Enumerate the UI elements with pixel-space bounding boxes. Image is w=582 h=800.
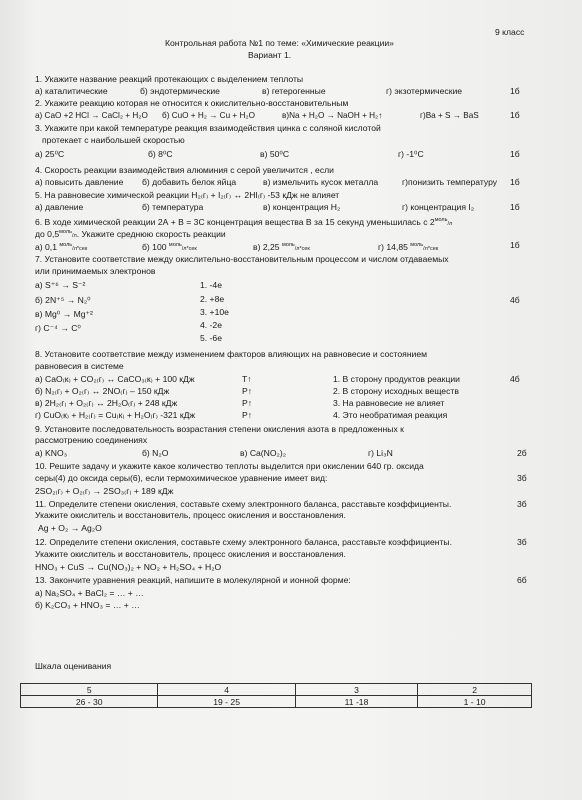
q2-option-a: а) CaO +2 HCl → CaCl₂ + H₂O (35, 111, 148, 120)
grade-cell: 4 (158, 684, 295, 696)
q7-right-2: 2. +8е (200, 294, 225, 304)
question-11-cont: Укажите окислитель и восстановитель, процесс окисления и восстановления. (35, 510, 346, 520)
question-8: 8. Установите соответствие между изменением факторов влияющих на равновесие и состоянием (35, 349, 428, 359)
q3-option-d: г) -1⁰C (398, 149, 424, 159)
q8-right-2: 2. В сторону исходных веществ (333, 386, 459, 396)
q8-right-4: 4. Это необратимая реакция (333, 410, 448, 420)
question-1: 1. Укажите название реакций протекающих с выделением теплоты (35, 74, 304, 84)
q7-points: 4б (510, 295, 520, 305)
q1-points: 1б (510, 86, 520, 96)
q1-option-a: а) каталитические (35, 86, 108, 96)
table-row (21, 696, 532, 708)
q7-left-b: б) 2N⁺⁵ → N₂⁰ (35, 295, 91, 305)
question-7: 7. Установите соответствие между окислительно-восстановительным процессом и числом отдаваемых (35, 254, 449, 264)
q5-option-b: б) температура (142, 202, 204, 212)
q8-factor-a: T↑ (242, 374, 252, 384)
q7-right-1: 1. -4е (200, 280, 222, 290)
q12-points: 3б (517, 537, 527, 547)
question-4: 4. Скорость реакции взаимодействия алюминия с серой увеличится , если (35, 165, 334, 175)
q1-option-c: в) гетерогенные (262, 86, 326, 96)
question-13: 13. Закончите уравнения реакций, напишите в молекулярной и ионной форме: (35, 575, 351, 585)
q8-right-1: 1. В сторону продуктов реакции (333, 374, 460, 384)
q8-left-b: б) N₂₍г₎ + O₂₍г₎ ↔ 2NO₍г₎ – 150 кДж (35, 386, 170, 396)
q8-factor-d: P↑ (242, 410, 253, 420)
q9-points: 2б (517, 448, 527, 458)
grading-scale-table (20, 683, 532, 708)
q5-option-c: в) концентрация H₂ (263, 202, 341, 212)
q8-right-3: 3. На равновесие не влияет (333, 398, 445, 408)
q9-option-c: в) Ca(NO₂)₂ (240, 448, 287, 458)
q4-option-a: а) повысить давление (35, 177, 124, 187)
q8-factor-b: P↑ (242, 386, 253, 396)
q4-option-d: г)понизить температуру (402, 177, 498, 187)
table-row (21, 684, 532, 696)
q2-option-c: в)Na + H₂O → NaOH + H₂↑ (282, 111, 383, 120)
q7-right-4: 4. -2е (200, 320, 222, 330)
range-cell: 1 - 10 (418, 696, 532, 708)
q7-left-a: а) S⁺⁶ → S⁻² (35, 280, 86, 290)
question-11: 11. Определите степени окисления, составьте схему электронного баланса, расставьте коэффициенты. (35, 499, 452, 509)
grade-cell: 5 (21, 684, 158, 696)
q8-left-c: в) 2H₂₍г₎ + O₂₍г₎ ↔ 2H₂O₍г₎ + 248 кДж (35, 398, 178, 408)
q3-option-b: б) 8⁰C (148, 149, 173, 159)
range-cell: 19 - 25 (158, 696, 295, 708)
q10-points: 3б (517, 473, 527, 483)
q11-points: 3б (517, 499, 527, 509)
page-title: Контрольная работа №1 по теме: «Химические реакции» (165, 38, 394, 48)
q8-left-a: а) CaO₍к₎ + CO₂₍г₎ ↔ CaCO₃₍к₎ + 100 кДж (35, 374, 195, 384)
q1-option-b: б) эндотермические (140, 86, 220, 96)
q7-left-c: в) Mg⁰ → Mg⁺² (35, 309, 93, 319)
q8-left-d: г) CuO₍к₎ + H₂₍г₎ = Cu₍к₎ + H₂O₍г₎ -321 кДж (35, 410, 196, 420)
q2-option-b: б) CuO + H₂ → Cu + H₂O (162, 111, 255, 120)
q2-points: 1б (510, 110, 520, 120)
q4-points: 1б (510, 177, 520, 187)
q13-option-b: б) K₂CO₃ + HNO₃ = … + … (35, 600, 140, 610)
q3-points: 1б (510, 149, 520, 159)
question-8-cont: равновесия в системе (35, 361, 124, 371)
q5-points: 1б (510, 202, 520, 212)
question-10: 10. Решите задачу и укажите какое количество теплоты выделится при окислении 640 гр. оксида (35, 461, 424, 471)
q11-equation: Ag + O₂ → Ag₂O (38, 523, 102, 533)
question-12-cont: Укажите окислитель и восстановитель, процесс окисления и восстановления. (35, 549, 346, 559)
question-3-cont: протекает с наибольшей скоростью (42, 135, 185, 145)
q13-points: 6б (517, 575, 527, 585)
q7-left-d: г) C⁻⁴ → C⁰ (35, 323, 81, 333)
q5-option-a: а) давление (35, 202, 84, 212)
q7-right-5: 5. -6е (200, 333, 222, 343)
question-7-cont: или принимаемых электронов (35, 266, 156, 276)
question-9: 9. Установите последовательность возрастания степени окисления азота в предложенных к (35, 424, 404, 434)
q3-option-c: в) 50⁰C (260, 149, 290, 159)
question-3: 3. Укажите при какой температуре реакция взаимодействия цинка с соляной кислотой (35, 123, 381, 133)
q13-option-a: а) Na₂SO₄ + BaCl₂ = … + … (35, 588, 144, 598)
grade-cell: 3 (295, 684, 417, 696)
q4-option-b: б) добавить белок яйца (142, 177, 237, 187)
question-6: 6. В ходе химической реакции 2А + В = 3С концентрация вещества В за 15 секунд уменьшилась с $2^{моль}/л$ (35, 216, 453, 227)
question-12: 12. Определите степени окисления, составьте схему электронного баланса, расставьте коэффициенты. (35, 537, 452, 547)
range-cell: 26 - 30 (21, 696, 158, 708)
question-2: 2. Укажите реакцию которая не относится к окислительно-восстановительным (35, 98, 349, 108)
q6-option-a: а) 0,1 $^{моль}$/л*сек (35, 241, 88, 252)
q12-equation: HNO₃ + CuS → Cu(NO₃)₂ + NO₂ + H₂SO₄ + H₂O (35, 562, 222, 572)
scale-title: Шкала оценивания (35, 661, 112, 671)
q9-option-a: а) KNO₃ (35, 448, 68, 458)
q6-option-d: г) 14,85 $^{моль}$/л*сек (378, 241, 439, 252)
range-cell: 11 -18 (295, 696, 417, 708)
q4-option-c: в) измельчить кусок металла (263, 177, 379, 187)
question-6-cont: до $0,5^{моль}/л$. Укажите среднюю скорость реакции (35, 228, 226, 239)
q6-option-c: в) 2,25 $^{моль}$/л*сек (253, 241, 310, 252)
q2-option-d: г)Ba + S → BaS (420, 111, 479, 120)
question-9-cont: рассмотрению соединениях (35, 435, 148, 445)
question-5: 5. На равновесие химической реакции H₂₍г₎ + I₂₍г₎ ↔ 2HI₍г₎ -53 кДж не влияет (35, 190, 340, 200)
grade-cell: 2 (418, 684, 532, 696)
q5-option-d: г) концентрация I₂ (402, 202, 475, 212)
variant-label: Вариант 1. (248, 50, 292, 60)
q9-option-b: б) N₂O (142, 448, 169, 458)
q8-factor-c: P↑ (242, 398, 253, 408)
q7-right-3: 3. +10е (200, 307, 229, 317)
q10-equation: 2SO₂₍г₎ + O₂₍г₎ → 2SO₃₍г₎ + 189 кДж (35, 486, 174, 496)
q3-option-a: а) 25⁰C (35, 149, 65, 159)
q6-option-b: б) 100 $^{моль}$/л*сек (142, 241, 197, 252)
q1-option-d: г) экзотермические (386, 86, 463, 96)
q8-points: 4б (510, 374, 520, 384)
q9-option-d: г) Li₃N (368, 448, 393, 458)
question-10-cont: серы(4) до оксида серы(6), если термохимическое уравнение имеет вид: (35, 473, 328, 483)
q6-points: 1б (510, 240, 520, 250)
grade-label: 9 класс (495, 27, 525, 37)
